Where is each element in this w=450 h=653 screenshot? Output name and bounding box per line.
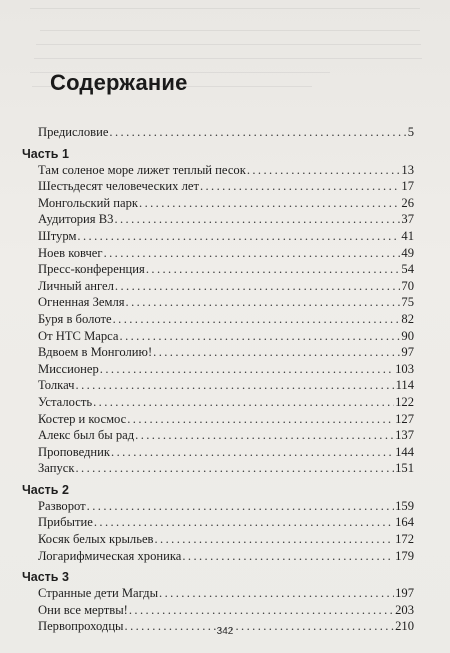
toc-entry[interactable] [22, 602, 414, 619]
toc-entry-page: 5 [407, 125, 414, 139]
dot-leader [113, 311, 401, 328]
toc-entry[interactable] [22, 411, 414, 428]
toc-entry[interactable] [22, 344, 414, 361]
dot-leader [76, 377, 395, 394]
dot-leader [127, 411, 394, 428]
dot-leader [139, 195, 400, 212]
toc-entry-title: Миссионер [38, 361, 99, 376]
page-number: 342 [216, 626, 234, 637]
toc-entry[interactable] [22, 211, 414, 228]
toc-entry-page: 172 [395, 532, 414, 547]
toc-entry-page: 49 [401, 245, 414, 260]
toc-entry-page: 70 [401, 278, 414, 293]
dot-leader [104, 245, 401, 262]
toc-entry[interactable] [22, 311, 414, 328]
toc-entry-page: 103 [395, 361, 414, 376]
toc-entry-title: Аудитория В3 [38, 212, 114, 227]
toc-entry-title: Алекс был бы рад [38, 428, 135, 443]
toc-entry-title: Личный ангел [38, 278, 114, 293]
toc-entry-title: Странные дети Магды [38, 586, 159, 601]
dot-leader [100, 361, 394, 378]
toc-entry-title: Штурм [38, 228, 77, 243]
toc-entry-page: 203 [395, 602, 414, 617]
toc-entry[interactable] [22, 245, 414, 262]
dot-leader [111, 444, 394, 461]
toc-entry-title: Буря в болоте [38, 311, 112, 326]
toc-entry[interactable] [22, 328, 414, 345]
toc-entry-title: От НТС Марса [38, 328, 119, 343]
toc-entry[interactable] [22, 377, 414, 394]
toc-entry-title: Прибытие [38, 515, 93, 530]
dot-leader [182, 548, 394, 565]
table-of-contents [22, 124, 414, 635]
toc-parts [22, 146, 414, 635]
toc-entry-title: Ноев ковчег [38, 245, 103, 260]
toc-entry-page: 164 [395, 515, 414, 530]
toc-entry[interactable] [22, 228, 414, 245]
toc-entry-page: 179 [395, 548, 414, 563]
toc-entry-preface[interactable] [22, 124, 414, 141]
toc-entry[interactable] [22, 195, 414, 212]
toc-entry-title: Первопроходцы [38, 619, 124, 634]
toc-entry-title: Там соленое море лижет теплый песок [38, 162, 246, 177]
dot-leader [115, 278, 400, 295]
toc-entry-page: 37 [401, 212, 414, 227]
toc-entry-page: 41 [401, 228, 414, 243]
toc-entry[interactable] [22, 294, 414, 311]
toc-entry-page: 144 [395, 444, 414, 459]
show-through-text [0, 0, 450, 120]
toc-entry-page: 127 [395, 411, 414, 426]
dot-leader [247, 162, 401, 179]
toc-entry[interactable] [22, 585, 414, 602]
toc-entry-page: 13 [401, 162, 414, 177]
toc-entry-page: 114 [395, 378, 414, 393]
toc-entry-title: Проповедник [38, 444, 111, 459]
dot-leader [77, 228, 400, 245]
part-heading: Часть 3 [22, 570, 69, 585]
part-heading: Часть 1 [22, 146, 69, 161]
part-heading: Часть 2 [22, 482, 69, 497]
dot-leader [135, 427, 394, 444]
toc-entry[interactable] [22, 162, 414, 179]
toc-entry[interactable] [22, 514, 414, 531]
toc-entry-title: Шестьдесят человеческих лет [38, 179, 199, 194]
toc-entry[interactable] [22, 531, 414, 548]
toc-entry[interactable] [22, 361, 414, 378]
toc-entry[interactable] [22, 444, 414, 461]
toc-entry-page: 82 [401, 311, 414, 326]
toc-entry-title: Усталость [38, 394, 93, 409]
toc-entry[interactable] [22, 178, 414, 195]
toc-entry-page: 75 [401, 295, 414, 310]
toc-entry-title: Разворот [38, 498, 86, 513]
toc-entry[interactable] [22, 548, 414, 565]
toc-entry-title: Толкач [38, 378, 75, 393]
dot-leader [87, 498, 394, 515]
dot-leader [153, 344, 400, 361]
toc-entry-title: Пресс-конференция [38, 262, 145, 277]
dot-leader [94, 514, 394, 531]
toc-entry-page: 159 [395, 498, 414, 513]
toc-entry-title: Они все мертвы! [38, 602, 128, 617]
toc-entry-page: 137 [395, 428, 414, 443]
toc-entry-title: Косяк белых крыльев [38, 532, 154, 547]
toc-entry-page: 54 [401, 262, 414, 277]
toc-entry-title: Монгольский парк [38, 195, 139, 210]
dot-leader [159, 585, 394, 602]
toc-entry-title: Запуск [38, 461, 75, 476]
toc-entry-page: 97 [401, 345, 414, 360]
toc-entry-page: 17 [401, 179, 414, 194]
toc-entry-page: 90 [401, 328, 414, 343]
toc-entry-page: 151 [395, 461, 414, 476]
dot-leader [146, 261, 401, 278]
toc-entry-page: 26 [401, 195, 414, 210]
dot-leader [114, 211, 400, 228]
toc-entry[interactable] [22, 278, 414, 295]
dot-leader [129, 602, 394, 619]
dot-leader [126, 294, 401, 311]
toc-entry-title: Предисловие [38, 125, 109, 139]
toc-entry-title: Огненная Земля [38, 295, 125, 310]
contents-heading: Содержание [50, 70, 188, 95]
toc-entry[interactable] [22, 427, 414, 444]
toc-entry-page: 210 [395, 619, 414, 634]
dot-leader [75, 460, 394, 477]
dot-leader [155, 531, 395, 548]
toc-entry-title: Логарифмическая хроника [38, 548, 182, 563]
dot-leader [93, 394, 394, 411]
toc-entry[interactable] [22, 261, 414, 278]
toc-entry-page: 122 [395, 394, 414, 409]
toc-entry-title: Костер и космос [38, 411, 127, 426]
dot-leader [120, 328, 401, 345]
toc-entry[interactable] [22, 498, 414, 515]
dot-leader [109, 124, 406, 141]
toc-entry-title: Вдвоем в Монголию! [38, 345, 153, 360]
dot-leader [200, 178, 400, 195]
toc-entry[interactable] [22, 394, 414, 411]
toc-entry[interactable] [22, 460, 414, 477]
toc-entry-page: 197 [395, 586, 414, 601]
